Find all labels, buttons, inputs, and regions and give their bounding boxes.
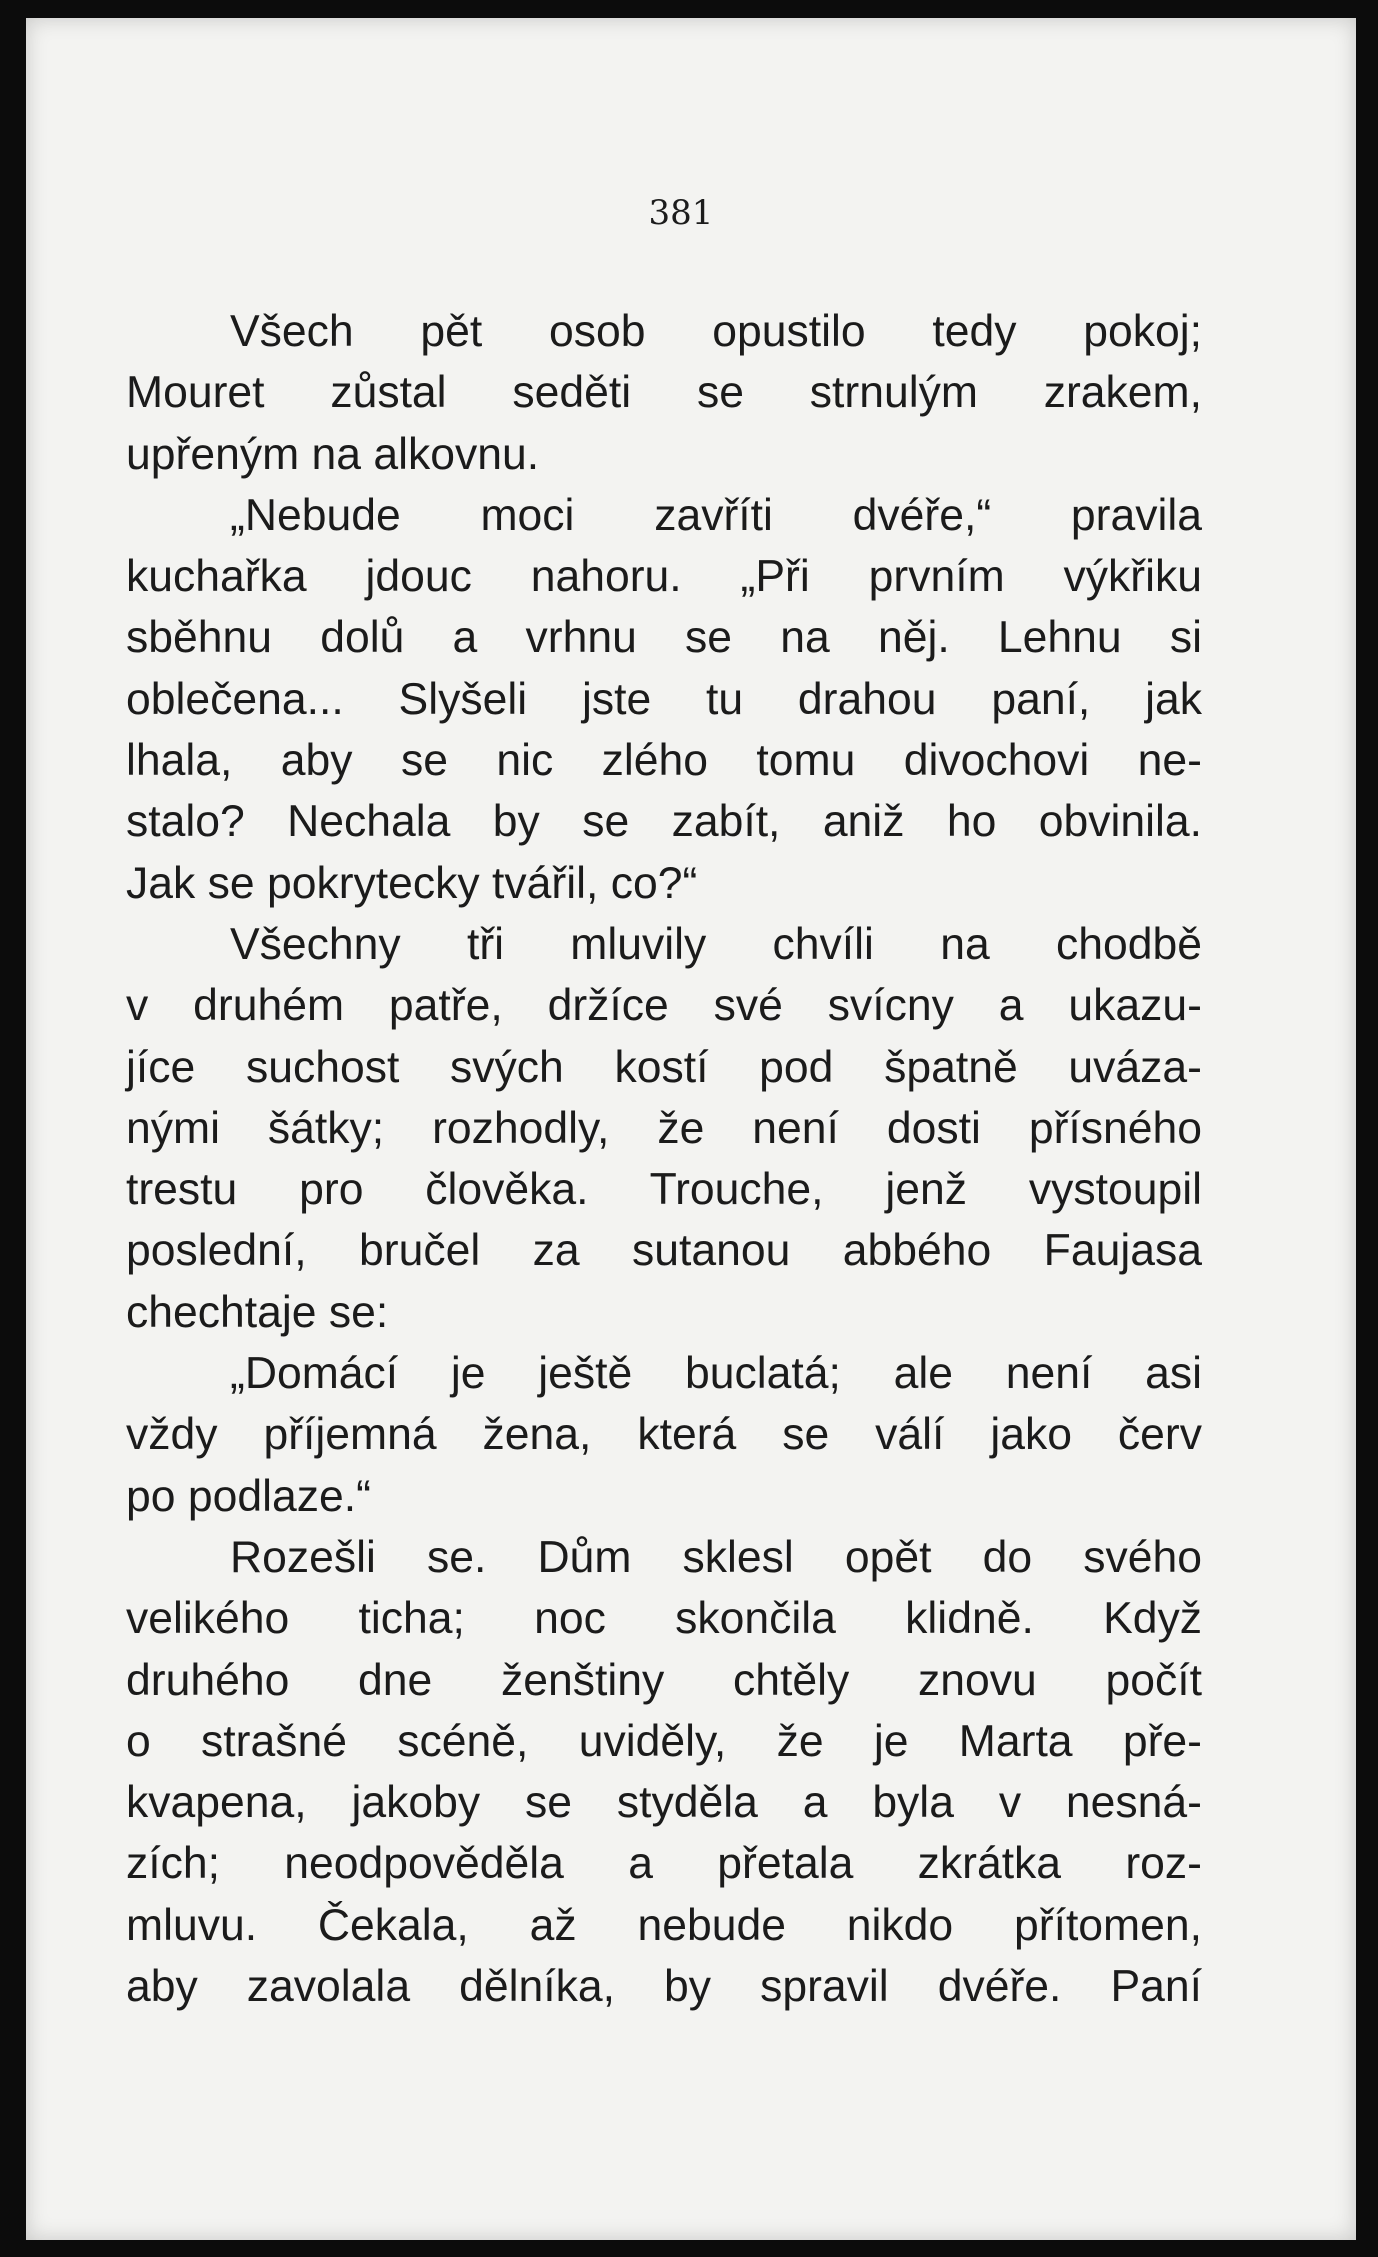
text-line: v druhém patře, držíce své svícny a ukazu-: [126, 981, 1202, 1031]
body-text: [126, 301, 1202, 2017]
text-line: stalo? Nechala by se zabít, aniž ho obvinila.: [126, 797, 1202, 847]
text-line: aby zavolala dělníka, by spravil dvéře. Paní: [126, 1962, 1202, 2012]
text-line: nými šátky; rozhodly, že není dosti přísného: [126, 1103, 1202, 1153]
text-line: upřeným na alkovnu.: [126, 429, 540, 479]
text-line: mluvu. Čekala, až nebude nikdo přítomen,: [126, 1900, 1202, 1950]
text-line: po podlaze.“: [126, 1471, 371, 1521]
text-line: „Domácí je ještě buclatá; ale není asi: [230, 1349, 1202, 1399]
text-line: kuchařka jdouc nahoru. „Při prvním výkřiku: [126, 552, 1202, 602]
text-line: Všechny tři mluvily chvíli na chodbě: [230, 919, 1202, 969]
text-line: Všech pět osob opustilo tedy pokoj;: [230, 307, 1202, 356]
text-line: sběhnu dolů a vrhnu se na něj. Lehnu si: [126, 613, 1202, 663]
text-line: jíce suchost svých kostí pod špatně uváza-: [126, 1042, 1202, 1092]
book-page: [26, 18, 1356, 2240]
text-line: Rozešli se. Dům sklesl opět do svého: [230, 1532, 1202, 1582]
text-line: druhého dne ženštiny chtěly znovu počít: [126, 1655, 1202, 1705]
text-line: Mouret zůstal seděti se strnulým zrakem,: [126, 368, 1202, 418]
text-line: „Nebude moci zavříti dvéře,“ pravila: [230, 490, 1202, 540]
text-line: velikého ticha; noc skončila klidně. Když: [126, 1594, 1202, 1644]
text-line: chechtaje se:: [126, 1287, 389, 1337]
text-line: trestu pro člověka. Trouche, jenž vystoupil: [126, 1165, 1202, 1215]
text-line: vždy příjemná žena, která se válí jako červ: [126, 1410, 1202, 1460]
text-line: poslední, bručel za sutanou abbého Faujasa: [126, 1226, 1202, 1276]
text-line: o strašné scéně, uviděly, že je Marta pře-: [126, 1716, 1202, 1766]
text-line: lhala, aby se nic zlého tomu divochovi ne-: [126, 736, 1202, 786]
text-line: Jak se pokrytecky tvářil, co?“: [126, 858, 698, 908]
text-line: oblečena... Slyšeli jste tu drahou paní, jak: [126, 674, 1202, 724]
page-number: 381: [648, 193, 714, 233]
text-line: kvapena, jakoby se styděla a byla v nesná-: [126, 1778, 1202, 1828]
text-line: zích; neodpověděla a přetala zkrátka roz-: [126, 1839, 1202, 1889]
